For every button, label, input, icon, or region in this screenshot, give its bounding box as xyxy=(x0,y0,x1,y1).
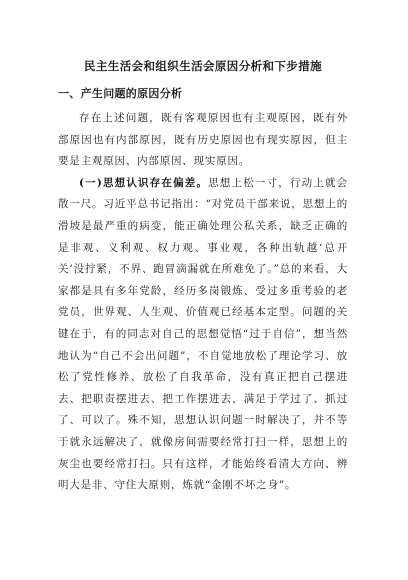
document-page xyxy=(58,58,348,497)
point-body: 思想上松一寸，行动上就会散一尺。习近平总书记指出：“对党员干部来说，思想上的滑坡是最严重的病变，能正确处理公私关系，缺乏正确的是非观、义利观、权力观、事业观，各种出轨越‘总开关’没拧紧，不界、跑冒滴漏就在所难免了。”总的来看，大家都是具有多年党龄，经历多岗锻炼、受过多重考验的老党员，世界观、人生观、价值观已经基本定型。问题的关键在于，有的同志对自己的思想觉悟“过于自信”，想当然地认为“自己不会出问题”，不自觉地放松了理论学习、放松了党性修养、放松了自我革命，没有真正把自己摆进去、把职责摆进去、把工作摆进去，满足于学过了、抓过了、可以了。殊不知，思想认识问题一时解决了，并不等于就永远解决了，就像房间需要经常打扫一样，思想上的灰尘也要经常打扫。只有这样，才能始终看清大方向、辨明大是非、守住大原则，炼就“金刚不坏之身”。 xyxy=(58,176,348,492)
point-lead: (一)思想认识存在偏差。 xyxy=(79,176,209,189)
document-title: 民主生活会和组织生活会原因分析和下步措施 xyxy=(84,59,322,73)
section-heading: 一、产生问题的原因分析 xyxy=(58,87,183,100)
point-paragraph xyxy=(58,173,348,497)
intro-paragraph: 存在上述问题，既有客观原因也有主观原因，既有外部原因也有内部原因，既有历史原因也有现实原因，但主要是主观原因、内部原因、现实原因。 xyxy=(58,112,348,168)
